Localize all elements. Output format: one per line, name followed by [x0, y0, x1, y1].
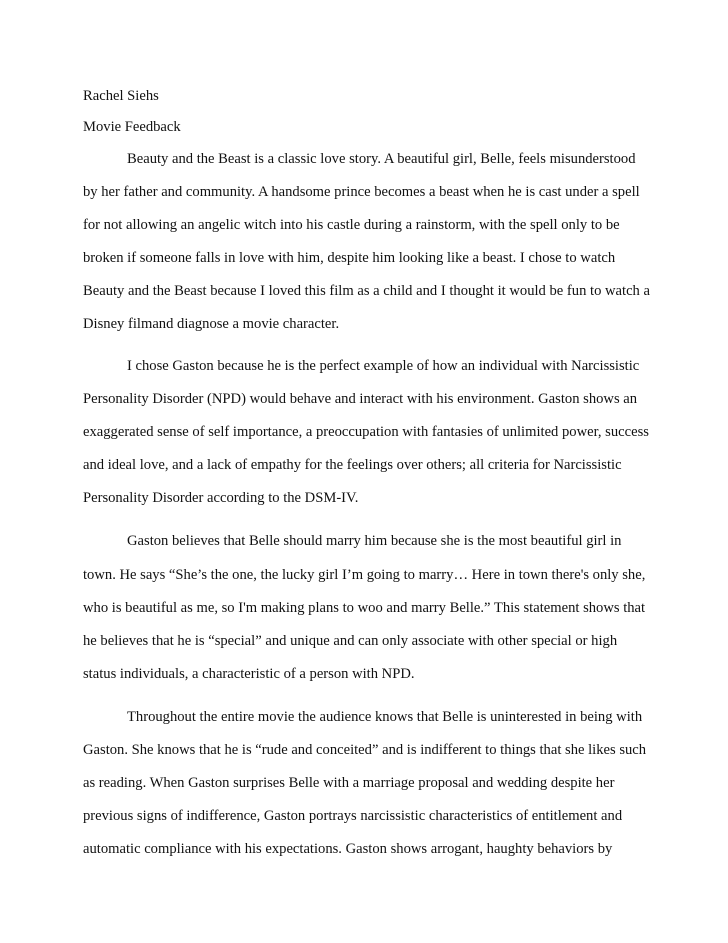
text-line: Throughout the entire movie the audience knows that Belle is uninterested in being with: [127, 709, 643, 725]
text-line: by her father and community. A handsome prince becomes a beast when he is cast under a spell: [83, 184, 640, 200]
text-line: for not allowing an angelic witch into his castle during a rainstorm, with the spell only to be: [83, 217, 620, 233]
text-line: broken if someone falls in love with him, despite him looking like a beast. I chose to watch: [83, 250, 616, 266]
text-line: and ideal love, and a lack of empathy for the feelings over others; all criteria for Narcissistic: [83, 457, 622, 473]
text-line: Personality Disorder (NPD) would behave and interact with his environment. Gaston shows an: [83, 391, 638, 407]
text-line: Beauty and the Beast because I loved this film as a child and I thought it would be fun to watch a: [83, 283, 650, 299]
text-line: Personality Disorder according to the DSM-IV.: [83, 490, 359, 506]
text-line: automatic compliance with his expectations. Gaston shows arrogant, haughty behaviors by: [83, 841, 613, 857]
text-line: town. He says “She’s the one, the lucky girl I’m going to marry… Here in town there's only she,: [83, 567, 646, 583]
text-line: as reading. When Gaston surprises Belle with a marriage proposal and wedding despite her: [83, 775, 615, 791]
text-line: exaggerated sense of self importance, a preoccupation with fantasies of unlimited power, success: [83, 424, 649, 440]
text-line: status individuals, a characteristic of a person with NPD.: [83, 666, 415, 682]
text-line: Disney filmand diagnose a movie character.: [83, 316, 340, 332]
text-line: Gaston believes that Belle should marry him because she is the most beautiful girl in: [127, 533, 622, 549]
text-line: who is beautiful as me, so I'm making plans to woo and marry Belle.” This statement shows that: [83, 600, 646, 616]
text-line: previous signs of indifference, Gaston portrays narcissistic characteristics of entitlement and: [83, 808, 623, 824]
assignment-title: Movie Feedback: [83, 119, 181, 135]
author-name: Rachel Siehs: [83, 88, 159, 104]
text-line: Beauty and the Beast is a classic love story. A beautiful girl, Belle, feels misunderstood: [127, 151, 636, 167]
text-line: he believes that he is “special” and unique and can only associate with other special or high: [83, 633, 618, 649]
text-line: I chose Gaston because he is the perfect example of how an individual with Narcissistic: [127, 358, 640, 374]
text-line: Gaston. She knows that he is “rude and conceited” and is indifferent to things that she likes such: [83, 742, 647, 758]
